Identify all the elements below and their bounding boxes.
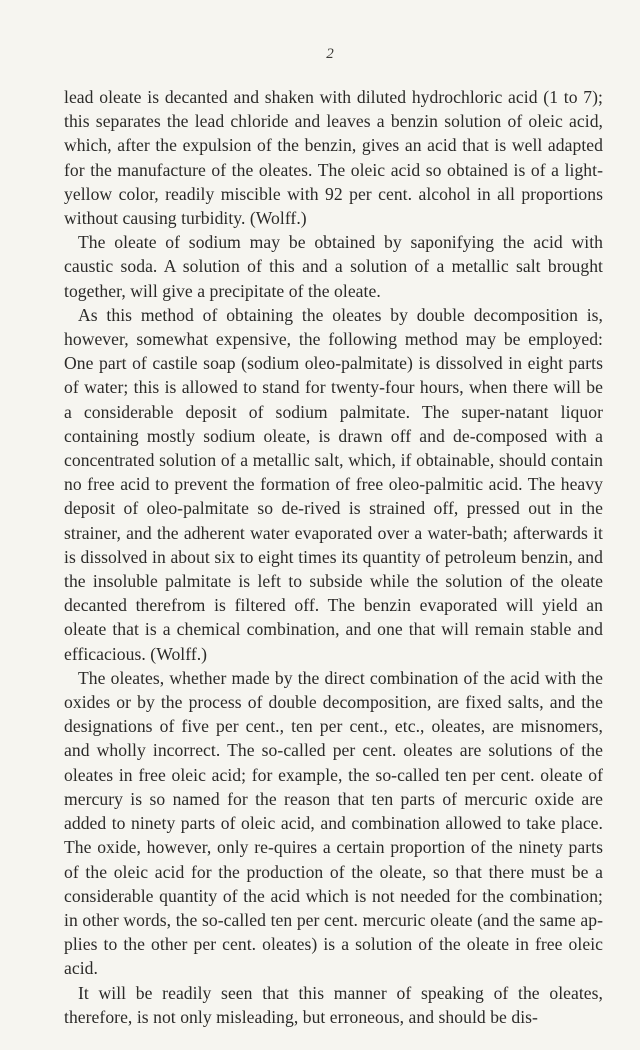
paragraph-5: It will be readily seen that this manner of speaking of the oleates, therefore, is not only misleading, but erroneous, and should be dis- bbox=[64, 982, 603, 1027]
body-text bbox=[64, 85, 603, 1029]
page-number: 2 bbox=[326, 46, 334, 62]
paragraph-4: The oleates, whether made by the direct combination of the acid with the oxides or by the process of double decomposition, are fixed salts, and the designations of five per cent., ten per cent., etc., oleates, are misnomers, and wholly incorrect. The so-called per cent. oleates are solutions of the oleates in free oleic acid; for example, the so-called ten per cent. oleate of mercury is so named for the reason that ten parts of mercuric oxide are added to ninety parts of oleic acid, and combination allowed to take place. The oxide, however, only re-quires a certain proportion of the ninety parts of the oleic acid for the production of the oleate, so that there must be a considerable quantity of the acid which is not needed for the combination; in other words, the so-called ten per cent. mercuric oleate (and the same ap-plies to the other per cent. oleates) is a solution of the oleate in free oleic acid. bbox=[64, 667, 603, 979]
paragraph-1: lead oleate is decanted and shaken with diluted hydrochloric acid (1 to 7); this separates the lead chloride and leaves a benzin solution of oleic acid, which, after the expulsion of the benzin, gives an acid that is well adapted for the manufacture of the oleates. The oleic acid so obtained is of a light-yellow color, readily miscible with 92 per cent. alcohol in all proportions without causing turbidity. (Wolff.) bbox=[64, 87, 603, 229]
paragraph-3: As this method of obtaining the oleates by double decomposition is, however, somewhat expensive, the following method may be employed: One part of castile soap (sodium oleo-palmitate) is dissolved in eight parts of water; this is allowed to stand for twenty-four hours, when there will be a considerable deposit of sodium palmitate. The super-natant liquor containing mostly sodium oleate, is drawn off and de-composed with a concentrated solution of a metallic salt, which, if obtainable, should contain no free acid to prevent the formation of free oleo-palmitic acid. The heavy deposit of oleo-palmitate so de-rived is strained off, pressed out in the strainer, and the adherent water evaporated over a water-bath; afterwards it is dissolved in about six to eight times its quantity of petroleum benzin, and the insoluble palmitate is left to subside while the solution of the oleate decanted therefrom is filtered off. The benzin evaporated will yield an oleate that is a chemical combination, and one that will remain stable and efficacious. (Wolff.) bbox=[64, 304, 603, 664]
paragraph-2: The oleate of sodium may be obtained by saponifying the acid with caustic soda. A solution of this and a solution of a metallic salt brought together, will give a precipitate of the oleate. bbox=[64, 232, 603, 301]
